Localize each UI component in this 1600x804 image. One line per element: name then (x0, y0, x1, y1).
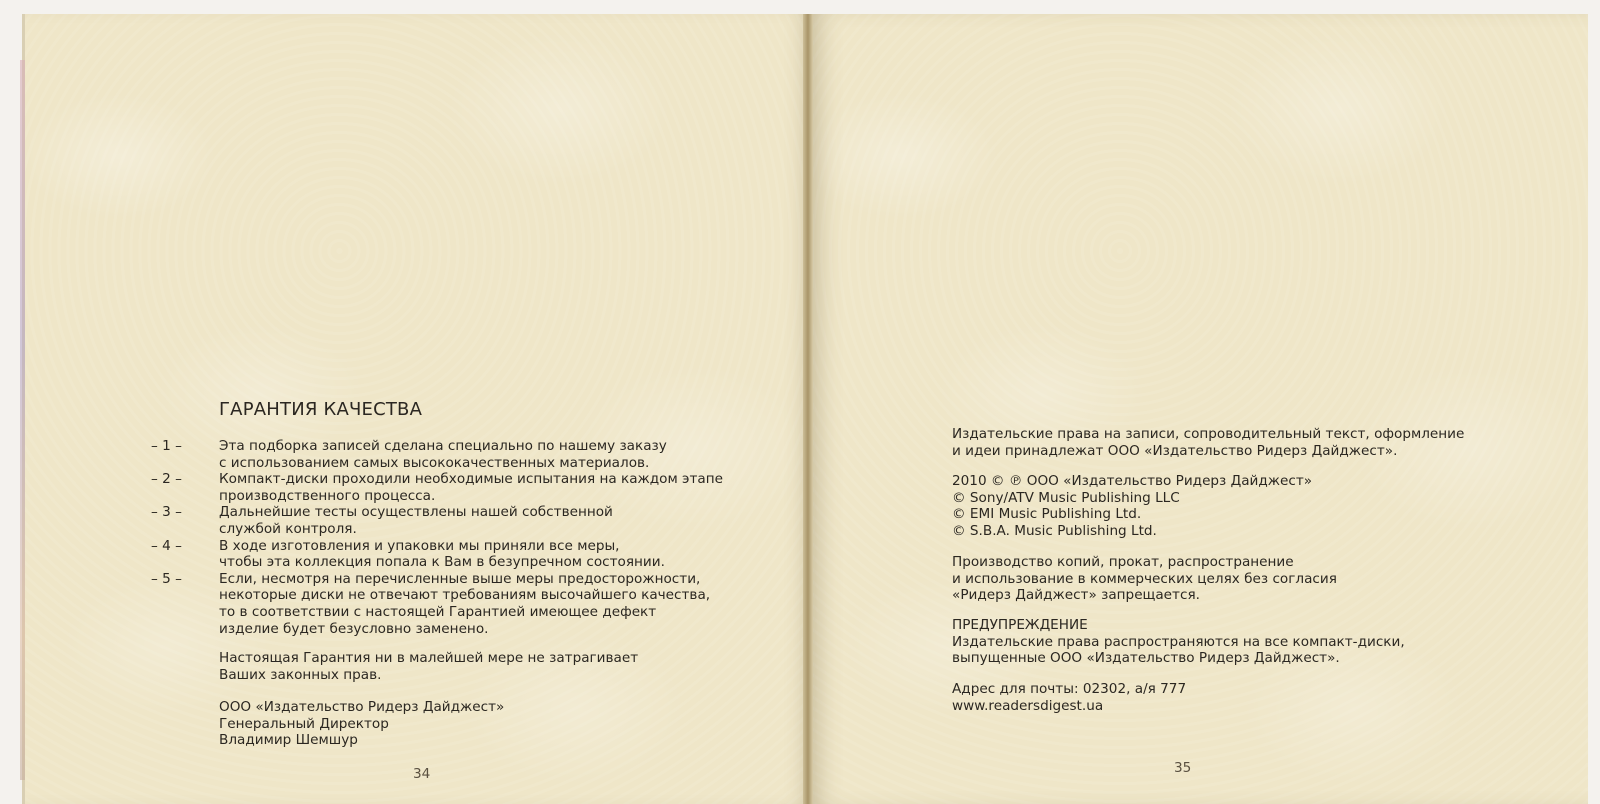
guarantee-list (151, 438, 723, 637)
signer-name: Владимир Шемшур (219, 732, 358, 749)
list-item (151, 438, 723, 471)
signer-title: Генеральный Директор (219, 715, 389, 732)
item-line: Эта подборка записей сделана специально по нашему заказу (219, 438, 667, 454)
item-line: с использованием самых высококачественных материалов. (219, 454, 650, 471)
copyright-line: © S.B.A. Music Publishing Ltd. (952, 522, 1157, 539)
warning-line: выпущенные ООО «Издательство Ридерз Дайджест». (952, 650, 1340, 667)
item-line: производственного процесса. (219, 487, 436, 504)
list-item (151, 471, 723, 504)
prohibition-line: «Ридерз Дайджест» запрещается. (952, 587, 1200, 604)
item-number: – 4 – (151, 537, 182, 554)
warning-title: ПРЕДУПРЕЖДЕНИЕ (952, 617, 1088, 633)
copyright-block (952, 473, 1312, 539)
item-line: В ходе изготовления и упаковки мы приняли все меры, (219, 537, 620, 554)
right-page (808, 14, 1588, 804)
item-line: то в соответствии с настоящей Гарантией имеющее дефект (219, 603, 657, 620)
item-line: Если, несмотря на перечисленные выше меры предосторожности, (219, 570, 701, 587)
item-line: некоторые диски не отвечают требованиям высочайшего качества, (219, 587, 711, 604)
item-line: изделие будет безусловно заменено. (219, 620, 489, 637)
copyright-line: © EMI Music Publishing Ltd. (952, 506, 1142, 523)
list-item (151, 571, 723, 637)
warning-line: Издательские права распространяются на все компакт-диски, (952, 633, 1405, 650)
item-number: – 1 – (151, 438, 182, 454)
copyright-line: © Sony/ATV Music Publishing LLC (952, 489, 1180, 506)
website-url: www.readersdigest.ua (952, 697, 1104, 714)
book-gutter (803, 14, 813, 804)
note-line: Ваших законных прав. (219, 666, 382, 683)
rights-line: и идеи принадлежат ООО «Издательство Ридерз Дайджест». (952, 442, 1398, 459)
item-number: – 5 – (151, 570, 182, 587)
item-line: Компакт-диски проходили необходимые испытания на каждом этапе (219, 471, 724, 488)
prohibition-line: и использование в коммерческих целях без согласия (952, 570, 1337, 587)
item-line: Дальнейшие тесты осуществлены нашей собственной (219, 504, 613, 521)
list-item (151, 538, 723, 571)
company-name: ООО «Издательство Ридерз Дайджест» (219, 699, 505, 715)
item-number: – 3 – (151, 504, 182, 521)
item-line: службой контроля. (219, 520, 357, 537)
item-line: чтобы эта коллекция попала к Вам в безупречном состоянии. (219, 554, 665, 571)
page-number: 34 (413, 766, 431, 782)
list-item (151, 504, 723, 537)
rights-statement (952, 426, 1464, 459)
guarantee-note (219, 650, 638, 683)
signature-block (219, 699, 504, 749)
contact-block (952, 681, 1186, 714)
item-number: – 2 – (151, 471, 182, 488)
page-number: 35 (1174, 760, 1192, 776)
prohibition-line: Производство копий, прокат, распространение (952, 554, 1294, 570)
copyright-line: 2010 © ℗ ООО «Издательство Ридерз Дайджест» (952, 473, 1313, 489)
note-line: Настоящая Гарантия ни в малейшей мере не затрагивает (219, 650, 639, 666)
warning-block (952, 617, 1405, 667)
rights-line: Издательские права на записи, сопроводительный текст, оформление (952, 426, 1465, 442)
page-title: ГАРАНТИЯ КАЧЕСТВА (219, 399, 423, 420)
left-page (22, 14, 811, 804)
page-edge (20, 60, 25, 780)
mailing-address: Адрес для почты: 02302, а/я 777 (952, 681, 1187, 697)
prohibition-statement (952, 554, 1337, 604)
